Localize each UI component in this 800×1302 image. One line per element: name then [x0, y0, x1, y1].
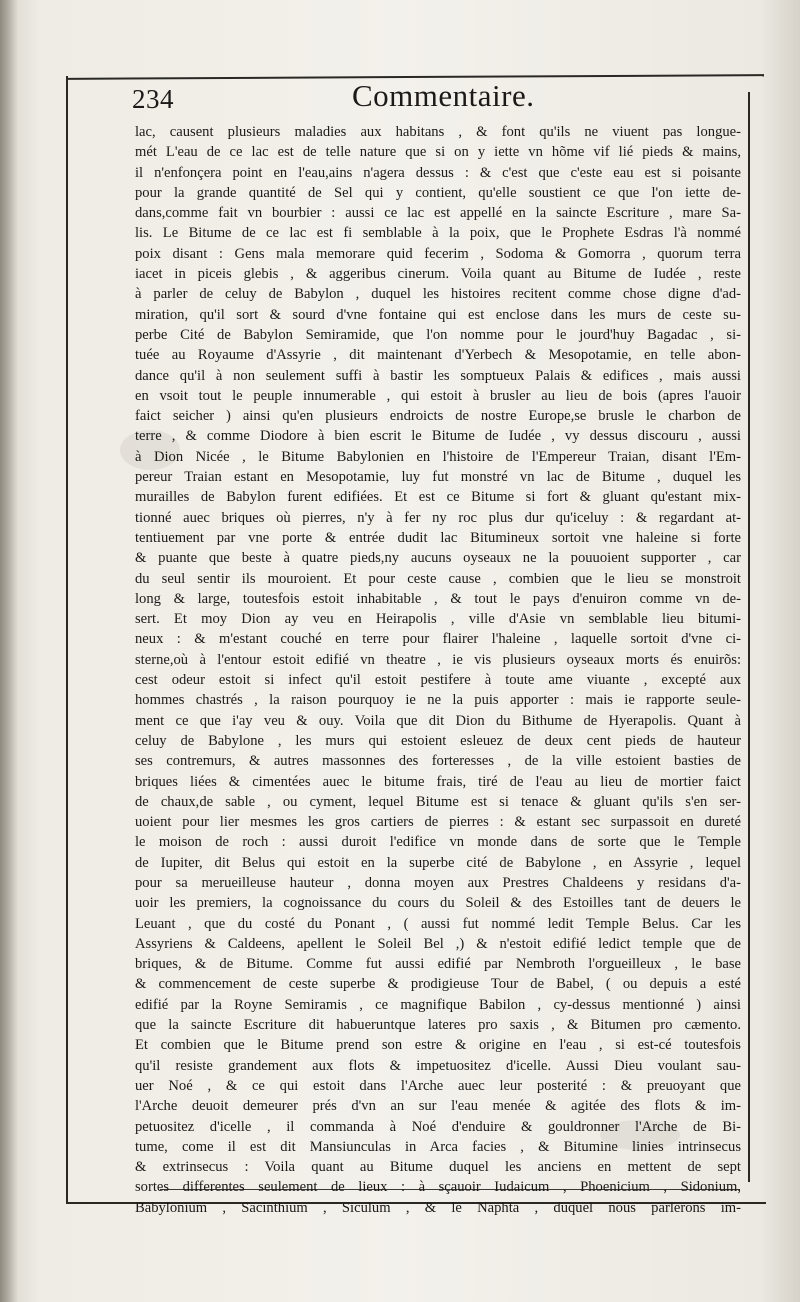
text-line: du seul sentir ils mouroient. Et pour ceste cause , combien que le lieu se monstroit [135, 570, 741, 587]
text-line: de chaux,de sable , ou cyment, lequel Bitume est si tenace & gluant qu'ils s'en ser- [135, 793, 741, 810]
text-line: perbe Cité de Babylon Semiramide, que l'on nomme pour le jourd'huy Bagadac , si- [135, 326, 741, 343]
text-line: iacet in piceis glebis , & aggeribus cinerum. Voila quant au Bitume de Iudée , reste [135, 266, 741, 283]
text-line: à Dion Nicée , le Bitume Babylonien en l'histoire de l'Empereur Traian, disant l'Em- [135, 448, 741, 465]
text-line: que la saincte Escriture dit habueruntque lateres pro saxis , & Bitumen pro cæmento. [135, 1017, 741, 1034]
text-line: briques liées & cimentées auec le bitume frais, tiré de l'eau au lieu de mortier faict [135, 773, 741, 790]
text-line: petuositez d'icelle , il commanda à Noé d'enduire & gouldronner l'Arche de Bi- [135, 1118, 741, 1135]
text-line: en vsoit tout le peuple innumerable , qui estoit à brusler au lieu de bois (apres l'auoir [135, 387, 741, 404]
text-line: dance qu'il à non seulement suffi à bastir les somptueux Palais & edifices , mais aussi [135, 367, 741, 384]
text-line: mét L'eau de ce lac est de telle nature que si on y iette vn hõme vif lié pieds & mains, [135, 144, 741, 161]
text-line: sert. Et moy Dion ay veu en Heirapolis , ville d'Asie vn semblable lieu bitumi- [135, 611, 741, 628]
text-line: sortes differentes seulement de lieux : à sçauoir Iudaicum , Phoenicium , Sidonium, [135, 1179, 741, 1196]
text-line: hommes chastrés , la raison pourquoy ie ne la puis apporter : mais ie rapporte seule- [135, 692, 741, 709]
text-line: & commencement de ceste superbe & prodigieuse Tour de Babel, ( ou depuis a esté [135, 976, 741, 993]
text-line: pereur Traian estant en Mesopotamie, luy fut monstré vn lac de Bitume , duquel les [135, 469, 741, 486]
text-line: tentiuement par vne porte & entrée dudit lac Bitumineux sortoit vne haleine si forte [135, 529, 741, 546]
text-line: tuée au Royaume d'Assyrie , dit maintenant d'Yerbech & Mesopotamie, en telle abon- [135, 347, 741, 364]
text-line: & puante que beste à quatre pieds,ny aucuns oyseaux ne la pouuoient supporter , car [135, 550, 741, 567]
text-line: il n'enfonçera point en l'eau,ains n'agera dessus : & c'est que c'este eau est si poisante [135, 164, 741, 181]
text-line: pour sa merueilleuse hauteur , donna moyen aux Prestres Chaldeens y residans d'a- [135, 874, 741, 891]
text-line: miration, qu'il sort & sourd d'vne fontaine qui est enclose dans les murs de ceste su- [135, 306, 741, 323]
text-line: briques, & de Bitume. Comme fut aussi edifié par Nembroth l'orgueilleux , le base [135, 956, 741, 973]
text-line: Assyriens & Caldeens, apellent le Soleil Bel ,) & n'estoit edifié ledict temple que de [135, 935, 741, 952]
text-line: murailles de Babylon furent edifiées. Et est ce Bitume si fort & gluant qu'estant mix- [135, 489, 741, 506]
text-line: lis. Le Bitume de ce lac est fi semblable à la poix, que le Prophete Esdras l'à nommé [135, 225, 741, 242]
text-line: de Iupiter, dit Belus qui estoit en la superbe cité de Babylone , en Assyrie , lequel [135, 854, 741, 871]
text-line: ment ce que i'ay veu & ouy. Voila que dit Dion du Bithume de Hyerapolis. Quant à [135, 712, 741, 729]
gutter-shadow [0, 0, 18, 1302]
text-line: tionné auec briques où pierres, n'y à fer ny roc plus dur qu'iceluy : & regardant at- [135, 509, 741, 526]
text-line: uoir les premiers, la cognoissance du cours du Soleil & des Estoilles tant de deuers le [135, 895, 741, 912]
text-line: neux : & m'estant couché en terre pour flairer l'haleine , laquelle sortoit d'vne ci- [135, 631, 741, 648]
text-line: Et combien que le Bitume prend son estre & origine en l'eau , si est-cé toutesfois [135, 1037, 741, 1054]
text-line: sterne,où à l'entour estoit edifié vn theatre , ie vis plusieurs oyseaux morts és enuirõs: [135, 651, 741, 668]
text-line: l'Arche deuoit demeurer prés d'vn an sur l'eau menée & agitée des flots & im- [135, 1098, 741, 1115]
text-line: lac, causent plusieurs maladies aux habitans , & font qu'ils ne viuent pas longue- [135, 124, 741, 140]
text-line: qu'il resiste grandement aux flots & impetuositez d'icelle. Aussi Dieu voulant sau- [135, 1057, 741, 1074]
page-number: 234 [132, 84, 174, 114]
text-line: Babylonium , Sacinthium , Siculum , & le Naphta , duquel nous parlerons im- [135, 1199, 741, 1216]
text-line: pour la grande quantité de Sel qui y contient, qu'elle soustient ce que l'on iette de- [135, 184, 741, 201]
text-line: uer Noé , & ce qui estoit dans l'Arche auec leur posterité : & preuoyant que [135, 1077, 741, 1094]
running-head: Commentaire. [352, 78, 535, 113]
text-line: celuy de Babylone , les murs qui estoient esleuez de deux cent pieds de hauteur [135, 732, 741, 749]
text-line: long & large, toutesfois estoit inhabitable , & tout le pays d'enuiron comme vn de- [135, 590, 741, 607]
body-text [135, 122, 741, 1218]
text-line: tume, come il est dit Mansiunculas in Arca facies , & Bitumine linies intrinsecus [135, 1138, 741, 1155]
text-line: uoient pour lier mesmes les gros cartiers de pierres : & estant sec surpassoit en dureté [135, 814, 741, 831]
text-line: le moison de roch : aussi duroit l'edifice vn monde dans de sorte que le Temple [135, 834, 741, 851]
text-line: ses contremurs, & autres massonnes des forteresses , de la ville estoient basties de [135, 753, 741, 770]
page-header [130, 78, 740, 118]
text-line: faict seicher ) ainsi qu'en plusieurs endroicts de nostre Europe,se brusle le charbon de [135, 408, 741, 425]
text-line: poix disant : Gens mala memorare quid fecerim , Sodoma & Gomorra , quorum terra [135, 245, 741, 262]
text-line: terre , & comme Diodore à bien escrit le Bitume de Iudée , vy dessus discouru , aussi [135, 428, 741, 445]
text-line: edifié par la Royne Semiramis , ce magnifique Babilon , cy-dessus mentionné ) ainsi [135, 996, 741, 1013]
text-line: & extrinsecus : Voila quant au Bitume duquel les anciens en mettent de sept [135, 1159, 741, 1176]
frame-rule-right [748, 92, 750, 1182]
text-line: dans,comme fait vn bourbier : aussi ce lac est appellé en la saincte Escriture , mare Sa- [135, 205, 741, 222]
text-line: Leuant , que du costé du Ponant , ( aussi fut nommé ledit Temple Belus. Car les [135, 915, 741, 932]
frame-rule-left [66, 76, 68, 1204]
text-line: à parler de celuy de Babylon , duquel les histoires recitent comme chose digne d'ad- [135, 286, 741, 303]
text-line: cest odeur estoit si infect qu'il estoit pestifere à toute ame viuante , excepté aux [135, 672, 741, 689]
